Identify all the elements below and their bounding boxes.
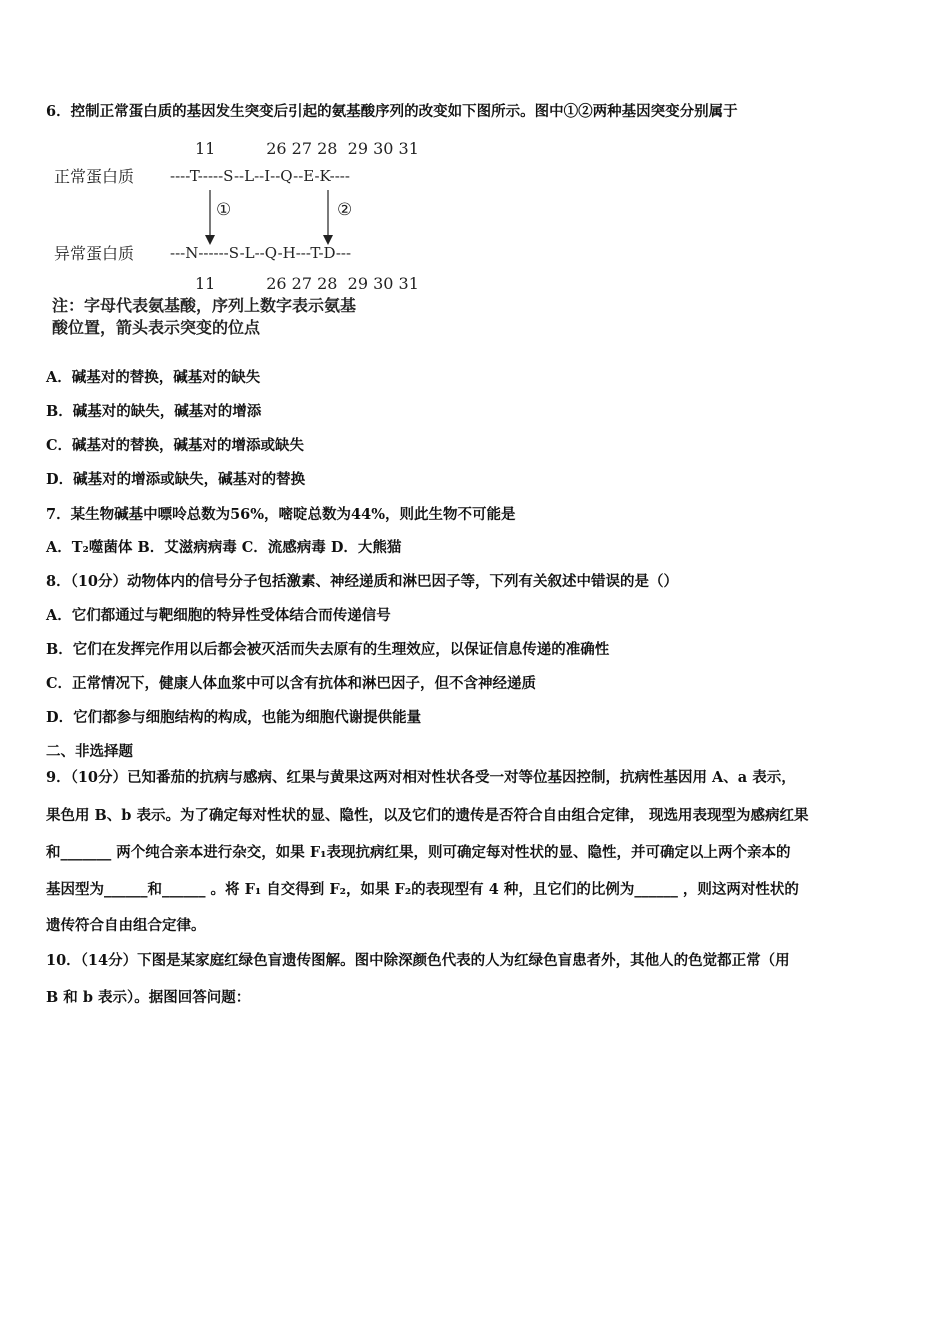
q9-line-2: 果色用 B、b 表示。为了确定每对性状的显、隐性，以及它们的遗传是否符合自由组合定律， 现选用表现型为感病红果 — [46, 807, 809, 824]
q8-option-c: C．正常情况下，健康人体血浆中可以含有抗体和淋巴因子，但不含神经递质 — [46, 675, 537, 692]
fig-normal-seq: ----T-----S--L--I--Q--E-K---- — [170, 167, 350, 185]
q8-option-b: B．它们在发挥完作用以后都会被灭活而失去原有的生理效应，以保证信息传递的准确性 — [46, 641, 610, 658]
fig-normal-label: 正常蛋白质 — [54, 167, 135, 186]
q6-stem: 6．控制正常蛋白质的基因发生突变后引起的氨基酸序列的改变如下图所示。图中①②两种基因突变分别属于 — [46, 103, 738, 120]
q6-option-d: D．碱基对的增添或缺失，碱基对的替换 — [46, 471, 306, 488]
q9-line-5: 遗传符合自由组合定律。 — [46, 917, 206, 934]
q7-stem: 7．某生物碱基中嘌呤总数为56%，嘧啶总数为44%，则此生物不可能是 — [46, 506, 516, 523]
q8-option-a: A．它们都通过与靶细胞的特异性受体结合而传递信号 — [46, 607, 391, 624]
fig-bottom-numbers: 11 26 27 28 29 30 31 — [195, 274, 419, 293]
q7-options: A．T₂噬菌体 B．艾滋病病毒 C．流感病毒 D．大熊猫 — [46, 539, 402, 556]
q6-option-a: A．碱基对的替换，碱基对的缺失 — [46, 369, 261, 386]
q10-line-1: 10．（14分）下图是某家庭红绿色盲遗传图解。图中除深颜色代表的人为红绿色盲患者外，其他人的色觉都正常（用 — [46, 952, 790, 969]
fig-abnormal-seq: ---N------S-L--Q-H---T-D--- — [170, 244, 352, 262]
q10-line-2: B 和 b 表示）。据图回答问题： — [46, 989, 251, 1006]
fig-mark-2: ② — [337, 200, 353, 220]
section-heading: 二、非选择题 — [46, 743, 133, 760]
fig-mark-1: ① — [216, 200, 232, 220]
q9-line-1: 9．（10分）已知番茄的抗病与感病、红果与黄果这两对相对性状各受一对等位基因控制，抗病性基因用 A、a 表示， — [46, 769, 796, 786]
q6-option-c: C．碱基对的替换，碱基对的增添或缺失 — [46, 437, 305, 454]
mutation-figure — [50, 135, 470, 345]
q9-line-3: 和_______ 两个纯合亲本进行杂交，如果 F₁表现抗病红果，则可确定每对性状的显、隐性，并可确定以上两个亲本的 — [46, 844, 791, 861]
q8-option-d: D．它们都参与细胞结构的构成，也能为细胞代谢提供能量 — [46, 709, 422, 726]
q9-line-4: 基因型为______和______ 。将 F₁ 自交得到 F₂，如果 F₂的表现型有 4 种，且它们的比例为______ ，则这两对性状的 — [46, 881, 799, 898]
fig-abnormal-label: 异常蛋白质 — [54, 244, 135, 263]
fig-top-numbers: 11 26 27 28 29 30 31 — [195, 139, 419, 158]
fig-note-2: 酸位置，箭头表示突变的位点 — [52, 318, 261, 337]
q8-stem: 8．（10分）动物体内的信号分子包括激素、神经递质和淋巴因子等，下列有关叙述中错误的是（） — [46, 573, 679, 590]
q6-option-b: B．碱基对的缺失，碱基对的增添 — [46, 403, 262, 420]
fig-note-1: 注：字母代表氨基酸，序列上数字表示氨基 — [52, 296, 357, 315]
